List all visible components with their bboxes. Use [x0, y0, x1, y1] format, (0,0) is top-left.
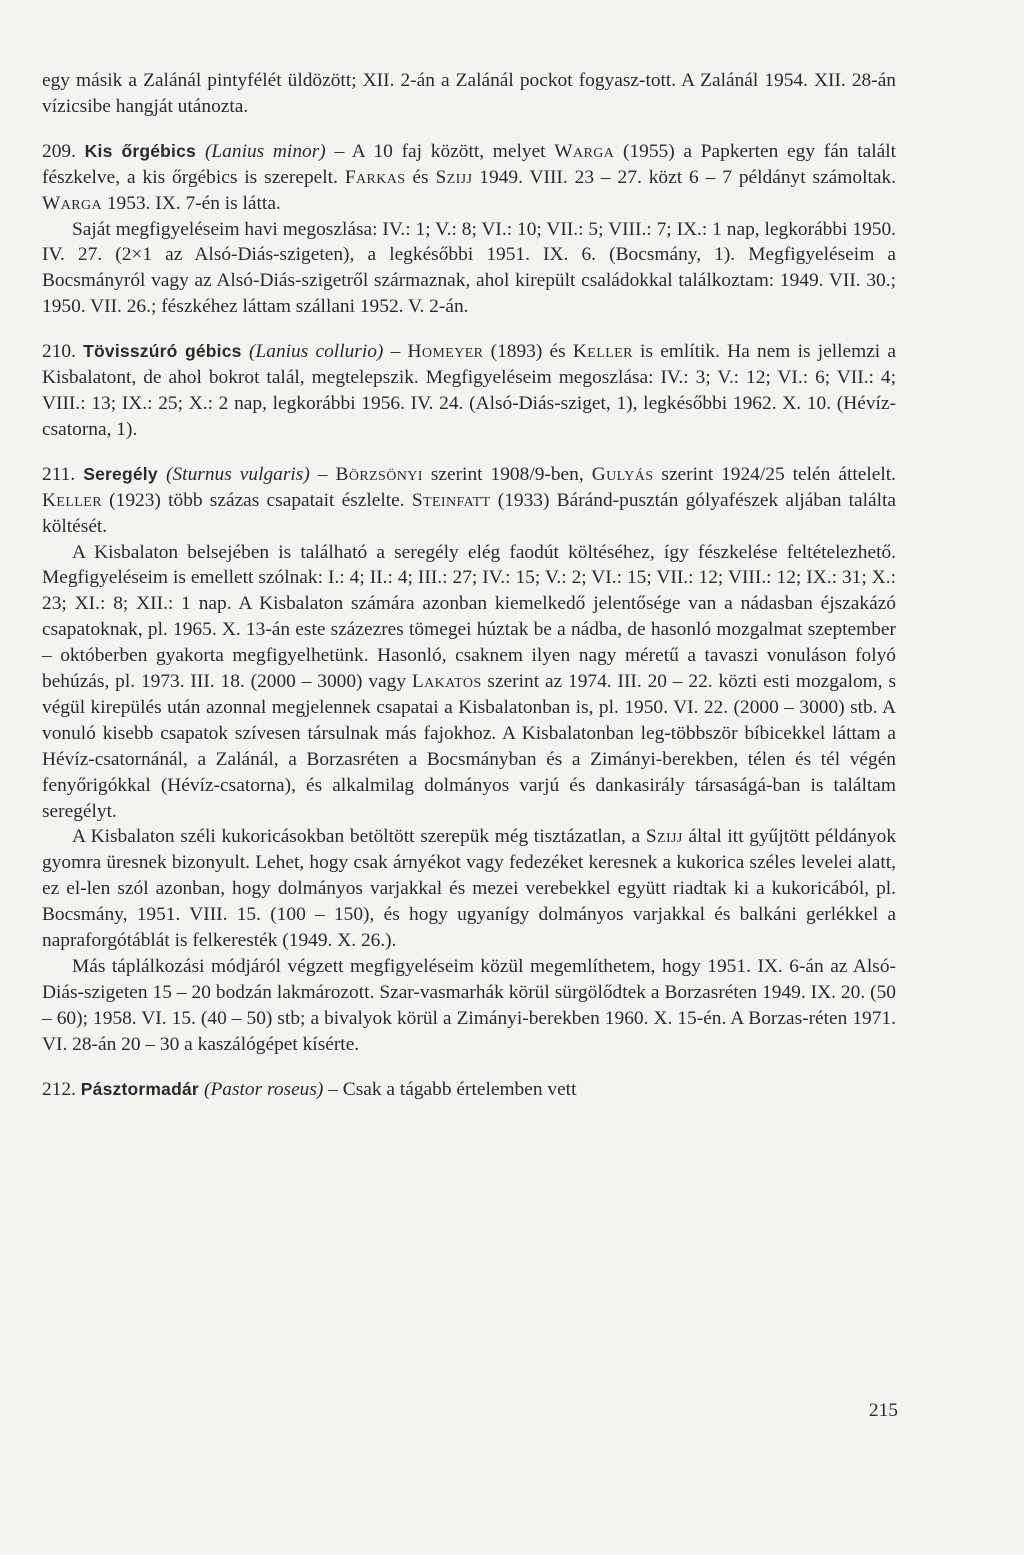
- text-run: által itt gyűjtött példányok gyomra üresnek bizonyult. Lehet, hogy csak árnyékot vagy fedezéket keresnek a kukorica széles levelei alatt, ez el-len szól azonban, hogy dolmányos varjakkal és mezei verebekkel együtt riadtak ki a kukoricából, pl. Bocsmány, 1951. VIII. 15. (100 – 150), és hogy ugyanígy dolmányos varjakkal és balkáni gerlékkel a napraforgótáblát is felkeresték (1949. X. 26.).: [42, 826, 897, 952]
- entry-211-cornfields: [42, 824, 896, 954]
- entry-210: [42, 339, 896, 443]
- text-run: – Csak a tágabb értelemben vett: [323, 1078, 577, 1100]
- text-run: A Kisbalaton széli kukoricásokban betöltött szerepük még tisztázatlan, a: [72, 826, 646, 848]
- species-name: Pásztormadár: [80, 1078, 204, 1099]
- text-run: (1933) Báránd-pusztán gólyafészek aljában találta költését.: [42, 489, 896, 537]
- text-run: (1955) a Papkerten egy fán talált fészkelve, a kis őrgébics is szerepelt.: [42, 140, 896, 188]
- text-run: szerint az 1974. III. 20 – 22. közti esti mozgalom, s végül kirepülés után azonnal megjelennek csapatai a Kisbalatonban is, pl. 1950. VI. 22. (2000 – 3000) stb. A vonuló kisebb csapatok szívesen társulnak más fajokhoz. A Kisbalatonban leg-többször bíbicekkel láttam a Hévíz-csatornánál, a Zalánál, a Borzasréten a Bocsmányban és a Zimányi-berekben, télen és tél végén fenyőrigókkal (Hévíz-csatorna), és alkalmilag dolmányos varjú és dankasirály társaságá-ban is találtam seregélyt.: [42, 671, 897, 822]
- entry-212: [42, 1077, 896, 1103]
- text-run: 1949. VIII. 23 – 27. közt 6 – 7 példányt számoltak.: [472, 166, 896, 188]
- author-name: Homeyer: [407, 341, 484, 363]
- text-run: szerint 1908/9-ben,: [422, 463, 592, 485]
- text-run: szerint 1924/25 telén áttelelt.: [653, 463, 896, 485]
- entry-209-observations: [42, 217, 896, 321]
- author-name: Szijj: [435, 166, 473, 188]
- species-name: Seregély: [83, 463, 167, 484]
- page-number: 215: [868, 1400, 898, 1421]
- species-number: 210.: [42, 341, 84, 363]
- text-run: (1893) és: [483, 341, 573, 363]
- author-name: Keller: [42, 489, 102, 511]
- text-run: is említik. Ha nem is jellemzi a Kisbalatont, de ahol bokrot talál, megtelepszik. Megfigyeléseim megoszlása: IV.: 3; V.: 12; VI.: 6; VII.: 4; VIII.: 13; IX.: 25; X.: 2 nap, legkorábbi 1956. IV. 24. (Alsó-Diás-sziget, 1), legkésőbbi 1962. X. 10. (Hévíz-csatorna, 1).: [42, 341, 897, 440]
- author-name: Szijj: [645, 826, 683, 848]
- text-run: A Kisbalaton belsejében is található a seregély elég faodút költéséhez, így fészkelése feltételezhető. Megfigyeléseim is emellett szólnak: I.: 4; II.: 4; III.: 27; IV.: 15; V.: 2; VI.: 15; VII.: 12; VIII.: 12; IX.: 31; X.: 23; XI.: 8; XII.: 1 nap. A Kisbalaton számára azonban kiemelkedő jelentősége van a nádasban éjszakázó csapatoknak, pl. 1965. X. 13-án este százezres tömegei húztak be a nádba, de hasonló mozgalmat szeptember – októberben gyakorta megfigyelhetünk. Hasonló, csaknem ilyen nagy méretű a tavaszi vonuláson folyó behúzás, pl. 1973. III. 18. (2000 – 3000) vagy: [42, 541, 896, 693]
- text-run: és: [405, 166, 436, 188]
- species-number: 209.: [42, 140, 85, 162]
- author-name: Warga: [554, 140, 615, 162]
- scientific-name: (Lanius collurio): [249, 341, 384, 363]
- text-run: Saját megfigyeléseim havi megoszlása: IV.: 1; V.: 8; VI.: 10; VII.: 5; VIII.: 7; IX.: 1 nap, legkorábbi 1950. IV. 27. (2×1 az Alsó-Diás-szigeten), a legkésőbbi 1951. IX. 6. (Bocsmány, 1). Megfigyeléseim a Bocsmányról vagy az Alsó-Diás-szigetről származnak, ahol kirepült családokkal találkoztam: 1949. VII. 30.; 1950. VII. 26.; fészkéhez láttam szállani 1952. V. 2-án.: [42, 218, 896, 318]
- text-run: 1953. IX. 7-én is látta.: [101, 192, 281, 214]
- author-name: Steinfatt: [411, 489, 491, 511]
- text-run: egy másik a Zalánál pintyfélét üldözött; XII. 2-án a Zalánál pockot fogyasz-tott. A Zalánál 1954. XII. 28-án vízicsibe hangját utánozta.: [42, 70, 896, 117]
- text-run: Más táplálkozási módjáról végzett megfigyeléseim közül megemlíthetem, hogy 1951. IX. 6-án az Alsó-Diás-szigeten 15 – 20 bodzán lakmározott. Szar-vasmarhák körül sürgölődtek a Borzasréten 1949. IX. 20. (50 – 60); 1958. VI. 15. (40 – 50) stb; a bivalyok körül a Zimányi-berekben 1960. X. 15-én. A Borzas-réten 1971. VI. 28-án 20 – 30 a kaszálógépet kísérte.: [42, 956, 896, 1055]
- author-name: Lakatos: [411, 671, 482, 693]
- text-column: [42, 68, 896, 1103]
- scientific-name: (Pastor roseus): [203, 1078, 324, 1100]
- entry-211: [42, 462, 896, 540]
- scientific-name: (Sturnus vulgaris): [166, 463, 310, 485]
- paragraph-continuation: [42, 68, 896, 120]
- author-name: Farkas: [344, 166, 406, 188]
- species-name: Kis őrgébics: [84, 140, 205, 161]
- entry-211-feeding: [42, 954, 896, 1058]
- text-run: –: [383, 341, 408, 363]
- entry-209: [42, 139, 896, 217]
- author-name: Warga: [42, 192, 102, 214]
- text-run: –: [309, 463, 336, 485]
- species-number: 212.: [42, 1078, 81, 1100]
- author-name: Keller: [572, 341, 633, 363]
- scientific-name: (Lanius minor): [204, 140, 326, 162]
- entry-211-nesting: [42, 540, 896, 825]
- species-number: 211.: [42, 463, 84, 485]
- species-name: Tövisszúró gébics: [83, 341, 250, 362]
- text-run: (1923) több százas csapatait észlelte.: [101, 489, 412, 511]
- text-run: – A 10 faj között, melyet: [325, 140, 555, 162]
- author-name: Gulyás: [591, 463, 654, 485]
- author-name: Börzsönyi: [335, 463, 423, 485]
